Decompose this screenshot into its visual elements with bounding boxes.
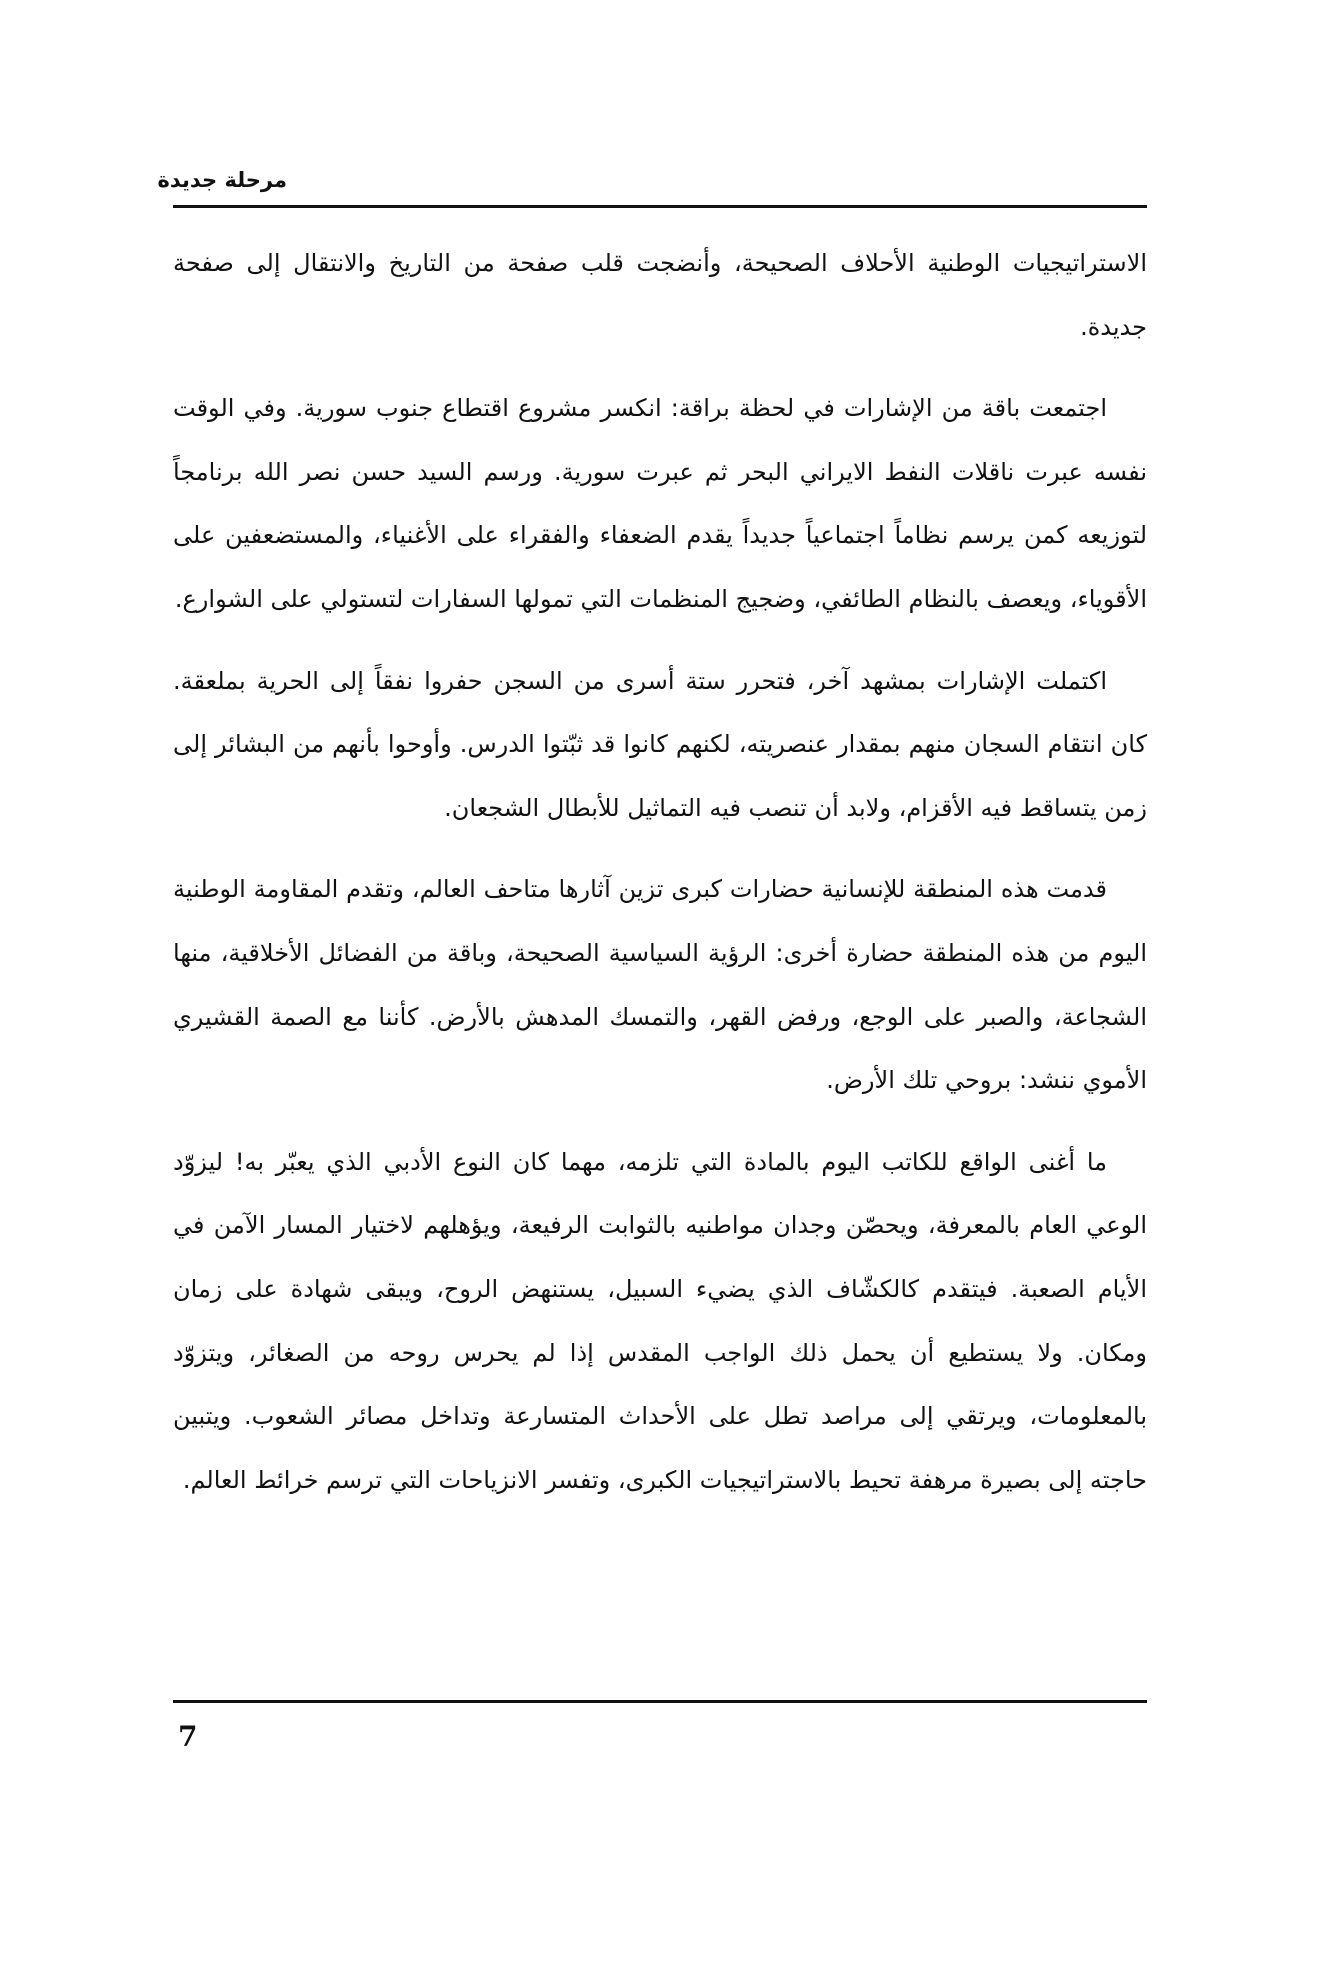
paragraph: اجتمعت باقة من الإشارات في لحظة براقة: انكسر مشروع اقتطاع جنوب سورية. وفي الوقت نفسه عبرت ناقلات النفط الايراني البحر ثم عبرت سورية. ورسم السيد حسن نصر الله برنامجاً لتوزيعه كمن يرسم نظاماً اجتماعياً جديداً يقدم الضعفاء والفقراء على الأغنياء، والمستضعفين على الأقوياء، ويعصف بالنظام الطائفي، وضجيج المنظمات التي تمولها السفارات لتستولي على الشوارع.: [173, 394, 1147, 613]
header-rule: [173, 205, 1147, 208]
paragraph: اكتملت الإشارات بمشهد آخر، فتحرر ستة أسرى من السجن حفروا نفقاً إلى الحرية بملعقة. كان انتقام السجان منهم بمقدار عنصريته، لكنهم كانوا قد ثبّتوا الدرس. وأوحوا بأنهم من البشائر إلى زمن يتساقط فيه الأقزام، ولابد أن تنصب فيه التماثيل للأبطال الشجعان.: [173, 666, 1147, 822]
paragraph-continuation: الاستراتيجيات الوطنية الأحلاف الصحيحة، وأنضجت قلب صفحة من التاريخ والانتقال إلى صفحة جديدة.: [173, 249, 1147, 341]
page-number: 7: [178, 1720, 198, 1753]
body-text: [173, 232, 1147, 1530]
footer-rule: [173, 1700, 1147, 1703]
running-header-title: مرحلة جديدة: [157, 168, 287, 192]
paragraph: قدمت هذه المنطقة للإنسانية حضارات كبرى تزين آثارها متاحف العالم، وتقدم المقاومة الوطنية اليوم من هذه المنطقة حضارة أخرى: الرؤية السياسية الصحيحة، وباقة من الفضائل الأخلاقية، منها الشجاعة، والصبر على الوجع، ورفض القهر، والتمسك المدهش بالأرض. كأننا مع الصمة القشيري الأموي ننشد: بروحي تلك الأرض.: [173, 875, 1147, 1095]
paragraph: ما أغنى الواقع للكاتب اليوم بالمادة التي تلزمه، مهما كان النوع الأدبي الذي يعبّر به! ليزوّد الوعي العام بالمعرفة، ويحصّن وجدان مواطنيه بالثوابت الرفيعة، ويؤهلهم لاختيار المسار الآمن في الأيام الصعبة. فيتقدم كالكشّاف الذي يضيء السبيل، يستنهض الروح، ويبقى شهادة على زمان ومكان. ولا يستطيع أن يحمل ذلك الواجب المقدس إذا لم يحرس روحه من الصغائر، ويتزوّد بالمعلومات، ويرتقي إلى مراصد تطل على الأحداث المتسارعة وتداخل مصائر الشعوب. ويتبين حاجته إلى بصيرة مرهفة تحيط بالاستراتيجيات الكبرى، وتفسر الانزياحات التي ترسم خرائط العالم.: [173, 1147, 1147, 1494]
